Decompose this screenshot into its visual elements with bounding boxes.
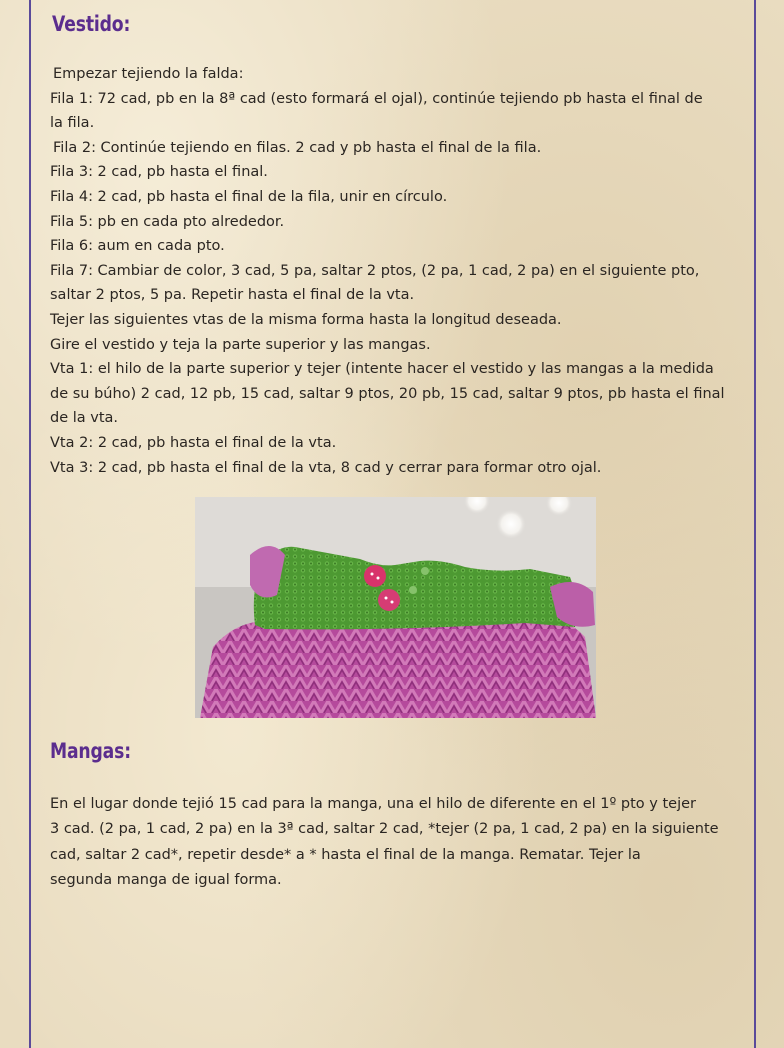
mangas-heading: Mangas: — [50, 739, 131, 763]
instruction-line: Fila 4: 2 cad, pb hasta el final de la fila, unir en círculo. — [50, 188, 448, 205]
instruction-line: Fila 7: Cambiar de color, 3 cad, 5 pa, saltar 2 ptos, (2 pa, 1 cad, 2 pa) en el siguiente pto, — [50, 262, 700, 279]
instruction-line: la fila. — [50, 115, 95, 132]
instruction-line: de la vta. — [50, 410, 119, 427]
button-icon — [378, 589, 400, 611]
instruction-line: Fila 3: 2 cad, pb hasta el final. — [50, 164, 268, 181]
instruction-line: Tejer las siguientes vtas de la misma forma hasta la longitud deseada. — [50, 311, 562, 328]
page-border-right — [754, 0, 756, 1048]
mangas-instructions — [50, 792, 750, 893]
vestido-heading: Vestido: — [52, 12, 131, 36]
pink-skirt — [200, 615, 596, 718]
instruction-line: Vta 3: 2 cad, pb hasta el final de la vta, 8 cad y cerrar para formar otro ojal. — [50, 459, 602, 476]
instruction-line: 3 cad. (2 pa, 1 cad, 2 pa) en la 3ª cad, saltar 2 cad, *tejer (2 pa, 1 cad, 2 pa) en la siguiente — [50, 821, 719, 838]
instruction-line: En el lugar donde tejió 15 cad para la manga, una el hilo de diferente en el 1º pto y tejer — [50, 796, 696, 812]
vestido-instructions — [50, 62, 750, 480]
page-border-left — [29, 0, 31, 1048]
instruction-line: segunda manga de igual forma. — [50, 871, 282, 888]
crochet-dress-photo — [195, 497, 596, 718]
instruction-line: cad, saltar 2 cad*, repetir desde* a * hasta el final de la manga. Rematar. Tejer la — [50, 846, 641, 863]
instruction-line: Gire el vestido y teja la parte superior y las mangas. — [50, 336, 431, 353]
instruction-line: Fila 1: 72 cad, pb en la 8ª cad (esto formará el ojal), continúe tejiendo pb hasta el final de — [50, 90, 703, 107]
instruction-line: Fila 2: Continúe tejiendo en filas. 2 cad y pb hasta el final de la fila. — [53, 139, 542, 156]
instruction-line: de su búho) 2 cad, 12 pb, 15 cad, saltar 9 ptos, 20 pb, 15 cad, saltar 9 ptos, pb hasta el final — [50, 385, 725, 402]
instruction-line: saltar 2 ptos, 5 pa. Repetir hasta el final de la vta. — [50, 287, 415, 304]
instruction-line: Vta 2: 2 cad, pb hasta el final de la vta. — [50, 434, 337, 451]
instruction-line: Fila 6: aum en cada pto. — [50, 238, 225, 255]
instruction-line: Fila 5: pb en cada pto alrededor. — [50, 213, 285, 230]
button-icon — [364, 565, 386, 587]
instruction-line: Vta 1: el hilo de la parte superior y tejer (intente hacer el vestido y las mangas a la medida — [50, 361, 714, 378]
instruction-line: Empezar tejiendo la falda: — [53, 66, 244, 82]
